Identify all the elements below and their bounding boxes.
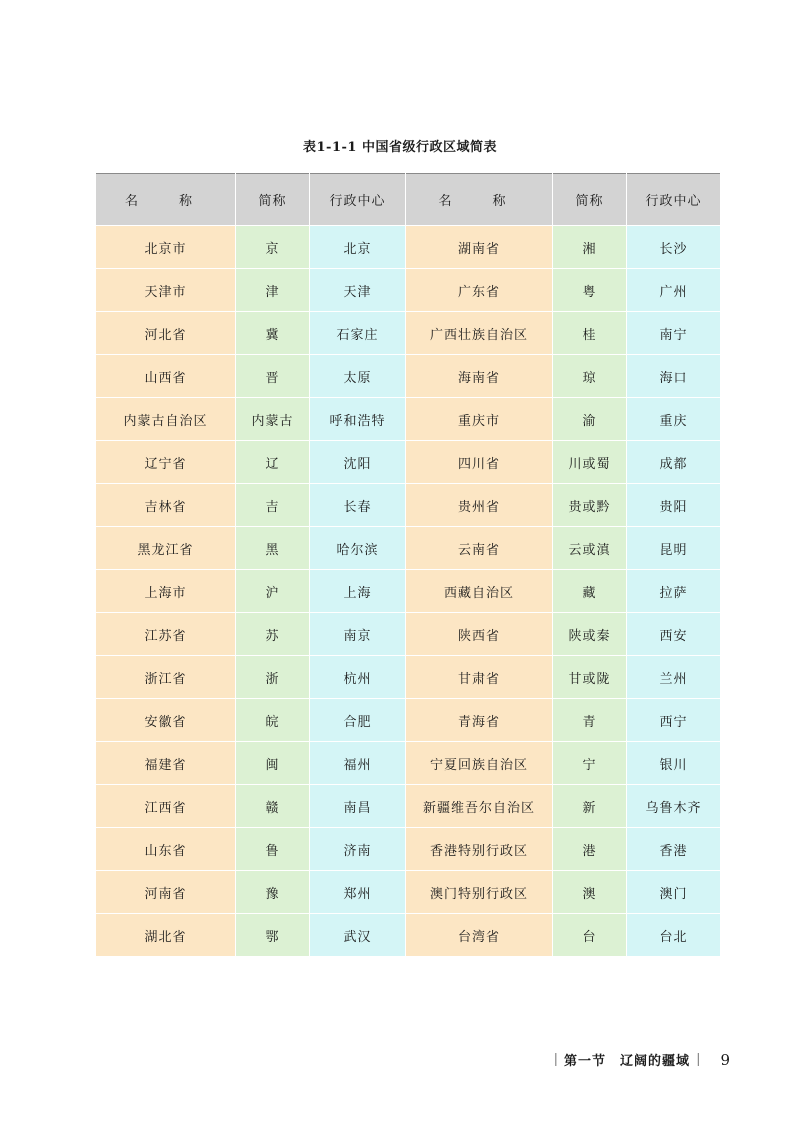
cell-province-name: 天津市	[96, 269, 236, 312]
cell-capital: 南京	[310, 613, 406, 656]
cell-province-name: 云南省	[406, 527, 553, 570]
cell-capital: 杭州	[310, 656, 406, 699]
cell-capital: 武汉	[310, 914, 406, 957]
cell-province-name: 山东省	[96, 828, 236, 871]
cell-capital: 拉萨	[627, 570, 721, 613]
cell-abbreviation: 渝	[553, 398, 627, 441]
cell-capital: 长沙	[627, 226, 721, 269]
footer-divider: |	[553, 1052, 559, 1067]
cell-abbreviation: 沪	[236, 570, 310, 613]
cell-province-name: 黑龙江省	[96, 527, 236, 570]
cell-abbreviation: 青	[553, 699, 627, 742]
cell-province-name: 香港特别行政区	[406, 828, 553, 871]
cell-province-name: 陕西省	[406, 613, 553, 656]
cell-capital: 呼和浩特	[310, 398, 406, 441]
cell-abbreviation: 皖	[236, 699, 310, 742]
cell-abbreviation: 粤	[553, 269, 627, 312]
cell-abbreviation: 吉	[236, 484, 310, 527]
table-row	[96, 785, 721, 828]
cell-province-name: 西藏自治区	[406, 570, 553, 613]
cell-abbreviation: 黑	[236, 527, 310, 570]
cell-capital: 哈尔滨	[310, 527, 406, 570]
cell-abbreviation: 津	[236, 269, 310, 312]
cell-capital: 郑州	[310, 871, 406, 914]
table-row	[96, 828, 721, 871]
table-row	[96, 570, 721, 613]
header-capital: 行政中心	[310, 174, 406, 226]
cell-province-name: 福建省	[96, 742, 236, 785]
cell-province-name: 新疆维吾尔自治区	[406, 785, 553, 828]
cell-capital: 兰州	[627, 656, 721, 699]
cell-abbreviation: 湘	[553, 226, 627, 269]
table-row	[96, 312, 721, 355]
cell-abbreviation: 桂	[553, 312, 627, 355]
cell-capital: 贵阳	[627, 484, 721, 527]
cell-province-name: 吉林省	[96, 484, 236, 527]
page-footer	[554, 1050, 730, 1069]
cell-abbreviation: 台	[553, 914, 627, 957]
table-row	[96, 269, 721, 312]
cell-capital: 澳门	[627, 871, 721, 914]
table-row	[96, 699, 721, 742]
cell-abbreviation: 辽	[236, 441, 310, 484]
cell-abbreviation: 豫	[236, 871, 310, 914]
cell-abbreviation: 京	[236, 226, 310, 269]
cell-abbreviation: 闽	[236, 742, 310, 785]
cell-capital: 西安	[627, 613, 721, 656]
province-table	[95, 173, 721, 957]
cell-capital: 石家庄	[310, 312, 406, 355]
footer-divider: |	[696, 1052, 701, 1067]
table-row	[96, 441, 721, 484]
cell-province-name: 浙江省	[96, 656, 236, 699]
cell-abbreviation: 甘或陇	[553, 656, 627, 699]
table-row	[96, 656, 721, 699]
table-row	[96, 355, 721, 398]
cell-province-name: 辽宁省	[96, 441, 236, 484]
cell-province-name: 青海省	[406, 699, 553, 742]
cell-capital: 太原	[310, 355, 406, 398]
table-row	[96, 527, 721, 570]
cell-abbreviation: 新	[553, 785, 627, 828]
table-row	[96, 613, 721, 656]
cell-capital: 天津	[310, 269, 406, 312]
page-number: 9	[720, 1050, 730, 1069]
footer-section-title: 第一节 辽阔的疆域	[564, 1054, 691, 1069]
cell-abbreviation: 鄂	[236, 914, 310, 957]
cell-province-name: 山西省	[96, 355, 236, 398]
cell-capital: 上海	[310, 570, 406, 613]
header-abbreviation: 简称	[553, 174, 627, 226]
table-row	[96, 398, 721, 441]
cell-province-name: 安徽省	[96, 699, 236, 742]
cell-province-name: 宁夏回族自治区	[406, 742, 553, 785]
cell-abbreviation: 冀	[236, 312, 310, 355]
cell-province-name: 澳门特别行政区	[406, 871, 553, 914]
cell-abbreviation: 鲁	[236, 828, 310, 871]
cell-capital: 合肥	[310, 699, 406, 742]
cell-abbreviation: 内蒙古	[236, 398, 310, 441]
cell-capital: 北京	[310, 226, 406, 269]
cell-province-name: 四川省	[406, 441, 553, 484]
cell-capital: 香港	[627, 828, 721, 871]
cell-abbreviation: 港	[553, 828, 627, 871]
table-caption: 表1-1-1 中国省级行政区域简表	[303, 140, 497, 155]
cell-province-name: 河北省	[96, 312, 236, 355]
table-row	[96, 914, 721, 957]
cell-province-name: 海南省	[406, 355, 553, 398]
header-abbreviation: 简称	[236, 174, 310, 226]
cell-capital: 银川	[627, 742, 721, 785]
cell-capital: 沈阳	[310, 441, 406, 484]
cell-capital: 西宁	[627, 699, 721, 742]
cell-province-name: 台湾省	[406, 914, 553, 957]
cell-province-name: 广西壮族自治区	[406, 312, 553, 355]
cell-province-name: 重庆市	[406, 398, 553, 441]
header-name: 名 称	[406, 174, 553, 226]
table-row	[96, 226, 721, 269]
cell-province-name: 河南省	[96, 871, 236, 914]
cell-capital: 重庆	[627, 398, 721, 441]
header-capital: 行政中心	[627, 174, 721, 226]
cell-abbreviation: 赣	[236, 785, 310, 828]
cell-capital: 福州	[310, 742, 406, 785]
cell-abbreviation: 藏	[553, 570, 627, 613]
cell-province-name: 湖南省	[406, 226, 553, 269]
cell-province-name: 广东省	[406, 269, 553, 312]
cell-province-name: 江苏省	[96, 613, 236, 656]
cell-province-name: 北京市	[96, 226, 236, 269]
cell-capital: 昆明	[627, 527, 721, 570]
table-row	[96, 484, 721, 527]
cell-abbreviation: 贵或黔	[553, 484, 627, 527]
table-row	[96, 871, 721, 914]
cell-abbreviation: 浙	[236, 656, 310, 699]
cell-capital: 长春	[310, 484, 406, 527]
cell-capital: 济南	[310, 828, 406, 871]
cell-province-name: 内蒙古自治区	[96, 398, 236, 441]
cell-province-name: 甘肃省	[406, 656, 553, 699]
header-name: 名 称	[96, 174, 236, 226]
cell-abbreviation: 陕或秦	[553, 613, 627, 656]
cell-abbreviation: 琼	[553, 355, 627, 398]
cell-province-name: 上海市	[96, 570, 236, 613]
cell-province-name: 贵州省	[406, 484, 553, 527]
cell-capital: 成都	[627, 441, 721, 484]
cell-capital: 南宁	[627, 312, 721, 355]
cell-abbreviation: 苏	[236, 613, 310, 656]
cell-abbreviation: 川或蜀	[553, 441, 627, 484]
cell-abbreviation: 晋	[236, 355, 310, 398]
cell-abbreviation: 澳	[553, 871, 627, 914]
cell-capital: 台北	[627, 914, 721, 957]
cell-capital: 乌鲁木齐	[627, 785, 721, 828]
cell-capital: 广州	[627, 269, 721, 312]
cell-capital: 南昌	[310, 785, 406, 828]
table-body	[96, 226, 721, 957]
table-row	[96, 742, 721, 785]
cell-abbreviation: 宁	[553, 742, 627, 785]
cell-province-name: 湖北省	[96, 914, 236, 957]
cell-province-name: 江西省	[96, 785, 236, 828]
cell-capital: 海口	[627, 355, 721, 398]
table-header-row	[96, 174, 721, 226]
cell-abbreviation: 云或滇	[553, 527, 627, 570]
